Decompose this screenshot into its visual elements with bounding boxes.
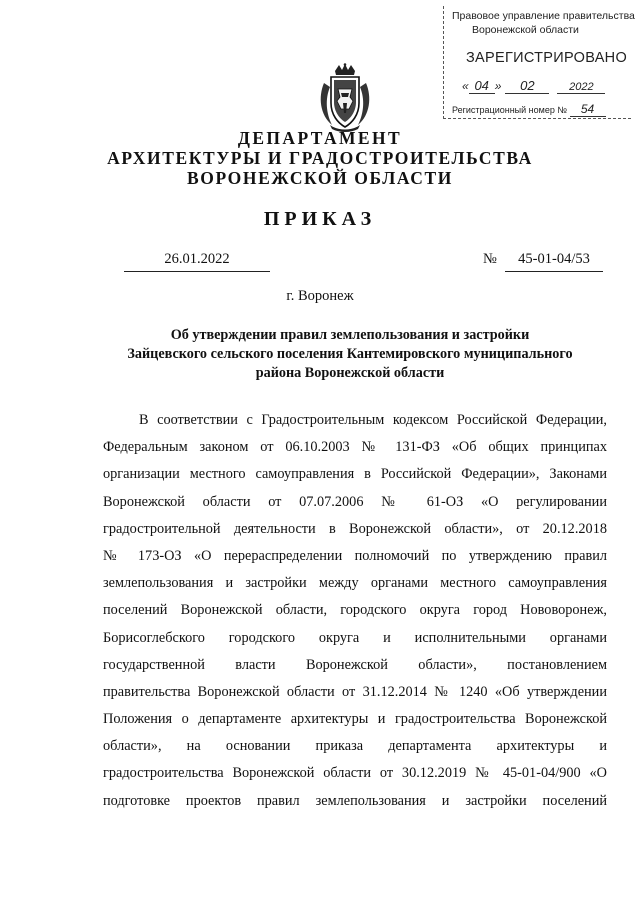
stamp-date-year: 2022 [557,81,605,94]
stamp-date-month: 02 [505,78,549,94]
stamp-reg-number [452,102,606,117]
body-line: № 173-ОЗ «О перераспределении полномочий по утверждению правил [103,547,607,564]
body-line: организации местного самоуправления в Российской Федерации», Законами [103,466,607,483]
subject-line1: Об утверждении правил землепользования и застройки [170,327,530,343]
stamp-reg-number-value: 54 [570,102,606,117]
body-line: градостроительства Воронежской области от 30.12.2019 № 45-01-04/900 «О [103,765,607,782]
body-line: государственной власти Воронежской области», постановлением [103,656,607,673]
body-line: Воронежской области от 07.07.2006 № 61-ОЗ «О регулировании [103,493,607,510]
body-line: В соответствии с Градостроительным кодексом Российской Федерации, [139,412,607,428]
department-title-line1: ДЕПАРТАМЕНТ [237,128,403,148]
stamp-date-day: 04 [469,78,495,94]
body-line: поселений Воронежской области, городского округа город Нововоронеж, [103,602,607,619]
stamp-status: ЗАРЕГИСТРИРОВАНО [466,50,628,66]
coat-of-arms-emblem [316,63,374,133]
order-number: 45-01-04/53 [505,251,603,272]
registration-stamp [443,6,635,119]
city-name: г. Воронеж [286,288,354,304]
order-subject [100,326,600,383]
body-line: Федеральным законом от 06.10.2003 № 131-ФЗ «Об общих принципах [103,439,607,456]
document-type-title: ПРИКАЗ [263,208,377,230]
body-line: градостроительной деятельности в Воронежской области», от 20.12.2018 [103,520,607,537]
body-line: Борисоглебского городского округа и исполнительными органами [103,629,607,646]
department-title-line3: ВОРОНЕЖСКОЙ ОБЛАСТИ [186,168,453,188]
body-paragraph [103,407,607,815]
stamp-reg-label: Регистрационный номер № [452,105,568,115]
subject-line2: Зайцевского сельского поселения Кантемировского муниципального [127,346,573,362]
body-line: правительства Воронежской области от 31.12.2014 № 1240 «Об утверждении [103,683,607,700]
stamp-org-line2: Воронежской области [472,24,579,36]
order-date: 26.01.2022 [124,251,270,272]
body-line: Положения о департаменте архитектуры и градостроительства Воронежской [103,711,607,728]
body-line: подготовке проектов правил землепользования и застройки поселений [103,792,607,809]
stamp-org-line1: Правовое управление правительства [452,10,635,22]
department-title-line2: АРХИТЕКТУРЫ И ГРАДОСТРОИТЕЛЬСТВА [107,148,533,168]
order-number-label: № [483,251,497,267]
subject-line3: района Воронежской области [255,365,445,381]
body-line: области», на основании приказа департамента архитектуры и [103,738,607,755]
stamp-date: « 04 » 02 2022 [462,78,612,94]
body-line: землепользования и застройки между органами местного самоуправления [103,575,607,592]
